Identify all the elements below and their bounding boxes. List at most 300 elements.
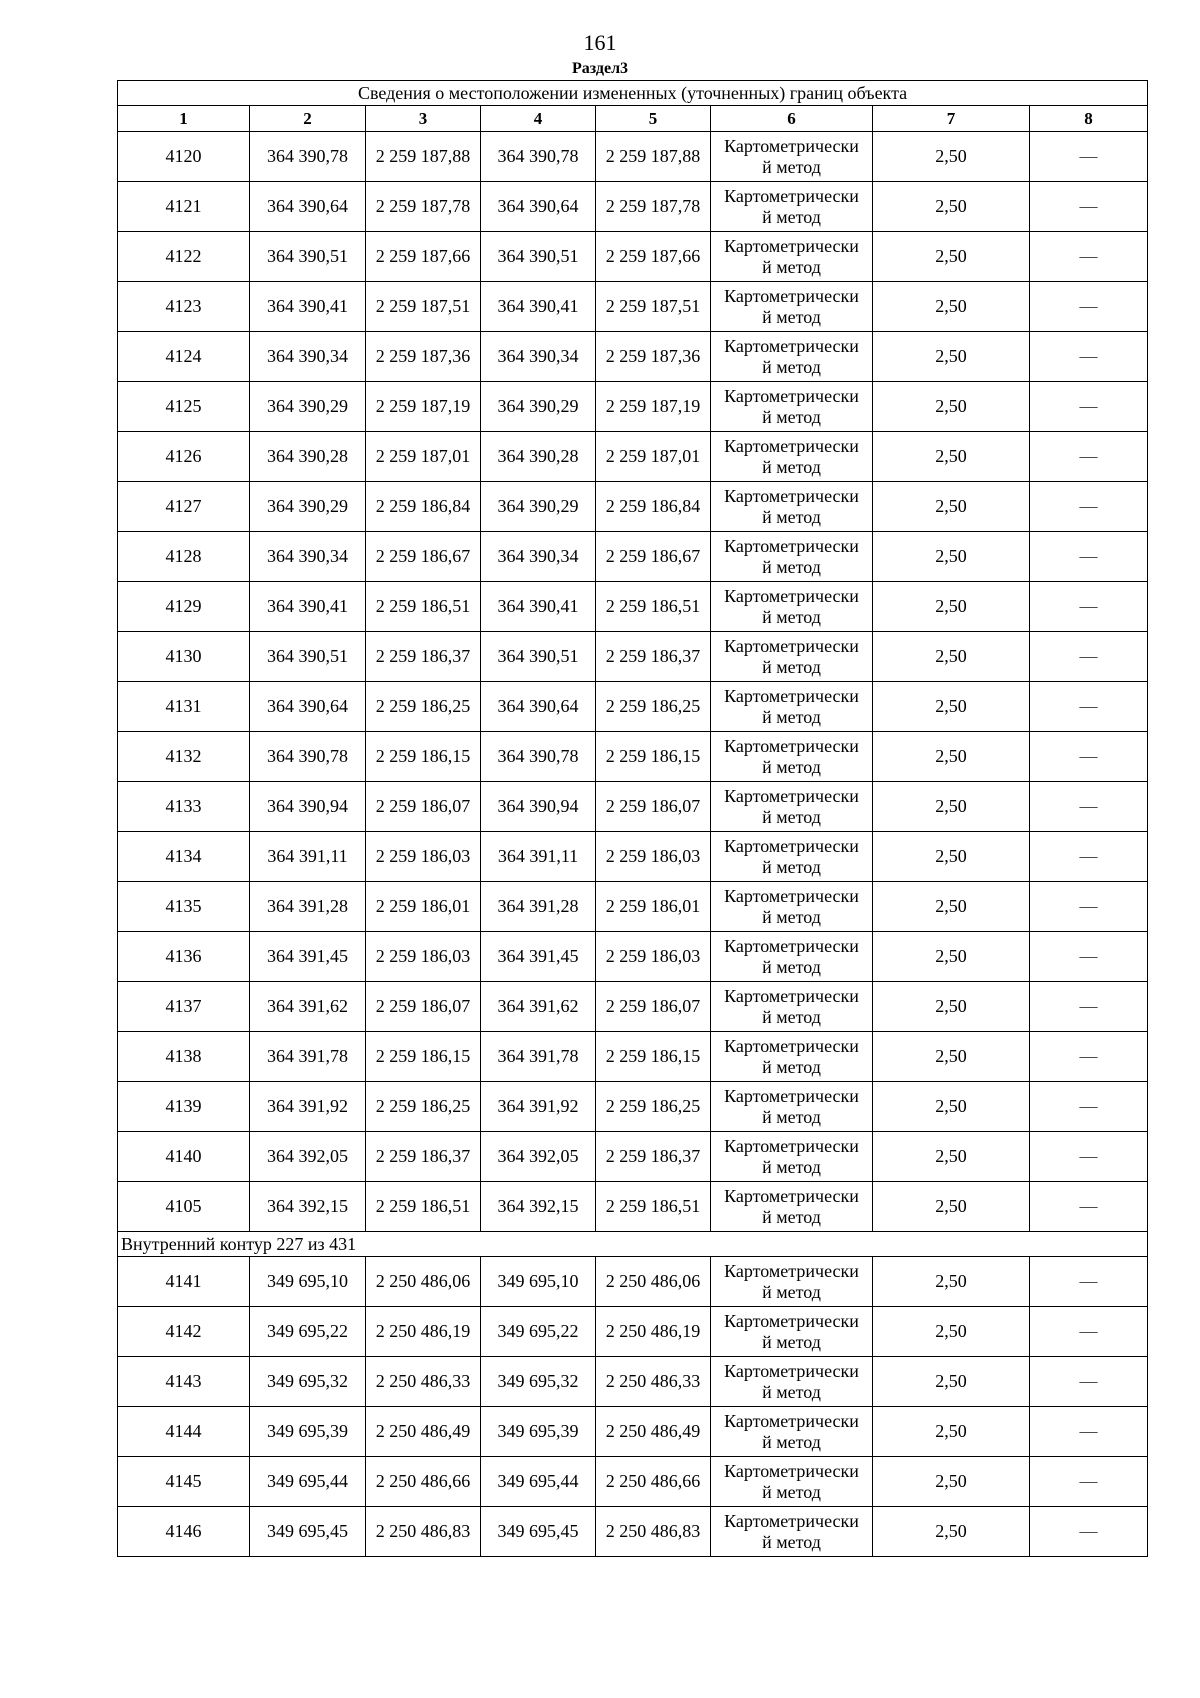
method-cell [711,132,873,182]
table-row [118,882,1148,932]
x-coordinate-cell: 364 390,34 [481,332,596,382]
description-cell: — [1030,182,1148,232]
accuracy-cell: 2,50 [873,832,1030,882]
x-coordinate-cell: 364 391,92 [481,1082,596,1132]
accuracy-cell: 2,50 [873,1032,1030,1082]
x-coordinate-cell: 364 390,78 [481,732,596,782]
x-coordinate-cell: 364 390,78 [481,132,596,182]
y-coordinate-cell: 2 259 186,51 [596,1182,711,1232]
description-cell: — [1030,232,1148,282]
table-row [118,1132,1148,1182]
method-line-1: Картометрически [724,135,859,156]
method-cell [711,1357,873,1407]
y-coordinate-cell: 2 259 186,37 [596,632,711,682]
method-line-2: й метод [762,1206,821,1227]
method-line-1: Картометрически [724,435,859,456]
method-line-1: Картометрически [724,1310,859,1331]
x-coordinate-cell: 364 390,34 [481,532,596,582]
method-line-1: Картометрически [724,1360,859,1381]
x-coordinate-cell: 364 391,62 [250,982,366,1032]
method-line-1: Картометрически [724,635,859,656]
point-number-cell: 4124 [118,332,250,382]
description-cell: — [1030,832,1148,882]
column-number: 8 [1030,106,1148,132]
method-line-2: й метод [762,406,821,427]
x-coordinate-cell: 364 391,11 [481,832,596,882]
method-line-2: й метод [762,656,821,677]
method-line-2: й метод [762,906,821,927]
method-line-1: Картометрически [724,235,859,256]
accuracy-cell: 2,50 [873,382,1030,432]
method-cell [711,1257,873,1307]
method-cell [711,632,873,682]
y-coordinate-cell: 2 259 187,66 [596,232,711,282]
table-row [118,482,1148,532]
method-line-1: Картометрически [724,785,859,806]
y-coordinate-cell: 2 259 186,07 [366,982,481,1032]
y-coordinate-cell: 2 259 187,19 [366,382,481,432]
method-line-2: й метод [762,1431,821,1452]
accuracy-cell: 2,50 [873,582,1030,632]
method-line-2: й метод [762,1381,821,1402]
method-cell [711,1407,873,1457]
x-coordinate-cell: 364 392,15 [250,1182,366,1232]
x-coordinate-cell: 364 390,78 [250,732,366,782]
y-coordinate-cell: 2 259 187,78 [596,182,711,232]
y-coordinate-cell: 2 259 186,07 [596,982,711,1032]
method-line-2: й метод [762,1531,821,1552]
y-coordinate-cell: 2 259 186,01 [596,882,711,932]
table-row [118,432,1148,482]
description-cell: — [1030,282,1148,332]
accuracy-cell: 2,50 [873,482,1030,532]
table-row [118,1407,1148,1457]
column-number-row [118,106,1148,132]
method-cell [711,1507,873,1557]
x-coordinate-cell: 364 391,11 [250,832,366,882]
method-line-1: Картометрически [724,585,859,606]
y-coordinate-cell: 2 259 186,51 [596,582,711,632]
y-coordinate-cell: 2 250 486,49 [596,1407,711,1457]
table-row [118,182,1148,232]
method-line-2: й метод [762,1056,821,1077]
description-cell: — [1030,1032,1148,1082]
y-coordinate-cell: 2 250 486,19 [366,1307,481,1357]
table-row [118,1082,1148,1132]
y-coordinate-cell: 2 259 186,67 [596,532,711,582]
method-line-2: й метод [762,756,821,777]
point-number-cell: 4133 [118,782,250,832]
accuracy-cell: 2,50 [873,932,1030,982]
description-cell: — [1030,532,1148,582]
y-coordinate-cell: 2 259 187,51 [596,282,711,332]
point-number-cell: 4128 [118,532,250,582]
y-coordinate-cell: 2 259 186,25 [366,1082,481,1132]
table-row [118,232,1148,282]
x-coordinate-cell: 364 390,64 [481,182,596,232]
x-coordinate-cell: 349 695,32 [250,1357,366,1407]
column-number: 2 [250,106,366,132]
method-line-2: й метод [762,306,821,327]
point-number-cell: 4105 [118,1182,250,1232]
x-coordinate-cell: 349 695,10 [481,1257,596,1307]
accuracy-cell: 2,50 [873,282,1030,332]
description-cell: — [1030,632,1148,682]
method-line-2: й метод [762,506,821,527]
method-line-1: Картометрически [724,185,859,206]
accuracy-cell: 2,50 [873,532,1030,582]
y-coordinate-cell: 2 259 186,84 [366,482,481,532]
y-coordinate-cell: 2 259 186,15 [596,1032,711,1082]
accuracy-cell: 2,50 [873,1507,1030,1557]
section-label: Раздел3 [571,60,629,77]
method-line-2: й метод [762,1006,821,1027]
method-cell [711,282,873,332]
description-cell: — [1030,1132,1148,1182]
y-coordinate-cell: 2 259 187,88 [596,132,711,182]
x-coordinate-cell: 364 391,78 [250,1032,366,1082]
description-cell: — [1030,682,1148,732]
method-line-2: й метод [762,1156,821,1177]
x-coordinate-cell: 364 390,29 [250,382,366,432]
y-coordinate-cell: 2 259 186,03 [366,832,481,882]
method-line-1: Картометрически [724,1135,859,1156]
y-coordinate-cell: 2 259 186,51 [366,1182,481,1232]
point-number-cell: 4146 [118,1507,250,1557]
method-cell [711,582,873,632]
table-row [118,1457,1148,1507]
column-number: 7 [873,106,1030,132]
method-cell [711,682,873,732]
y-coordinate-cell: 2 259 186,03 [366,932,481,982]
x-coordinate-cell: 364 390,41 [250,582,366,632]
point-number-cell: 4142 [118,1307,250,1357]
x-coordinate-cell: 364 390,41 [250,282,366,332]
accuracy-cell: 2,50 [873,132,1030,182]
y-coordinate-cell: 2 259 187,66 [366,232,481,282]
accuracy-cell: 2,50 [873,882,1030,932]
point-number-cell: 4125 [118,382,250,432]
column-number: 3 [366,106,481,132]
method-line-1: Картометрически [724,1085,859,1106]
method-line-1: Картометрически [724,1510,859,1531]
description-cell: — [1030,132,1148,182]
method-line-1: Картометрически [724,885,859,906]
table-body [118,132,1148,1557]
method-line-2: й метод [762,356,821,377]
table-row [118,582,1148,632]
x-coordinate-cell: 364 390,28 [250,432,366,482]
method-line-1: Картометрически [724,935,859,956]
table-row [118,782,1148,832]
table-row [118,1357,1148,1407]
method-line-2: й метод [762,1481,821,1502]
y-coordinate-cell: 2 250 486,33 [366,1357,481,1407]
method-line-2: й метод [762,606,821,627]
accuracy-cell: 2,50 [873,732,1030,782]
accuracy-cell: 2,50 [873,1307,1030,1357]
method-line-2: й метод [762,1331,821,1352]
description-cell: — [1030,1457,1148,1507]
y-coordinate-cell: 2 259 186,25 [366,682,481,732]
accuracy-cell: 2,50 [873,1457,1030,1507]
method-line-1: Картометрически [724,385,859,406]
y-coordinate-cell: 2 250 486,66 [366,1457,481,1507]
y-coordinate-cell: 2 259 186,15 [366,732,481,782]
y-coordinate-cell: 2 259 186,15 [596,732,711,782]
y-coordinate-cell: 2 259 186,67 [366,532,481,582]
table-row [118,132,1148,182]
point-number-cell: 4132 [118,732,250,782]
boundary-table [117,80,1148,1557]
method-line-2: й метод [762,706,821,727]
accuracy-cell: 2,50 [873,1132,1030,1182]
x-coordinate-cell: 364 390,64 [250,682,366,732]
x-coordinate-cell: 349 695,10 [250,1257,366,1307]
accuracy-cell: 2,50 [873,1257,1030,1307]
point-number-cell: 4129 [118,582,250,632]
method-cell [711,1032,873,1082]
y-coordinate-cell: 2 250 486,66 [596,1457,711,1507]
y-coordinate-cell: 2 259 187,78 [366,182,481,232]
description-cell: — [1030,382,1148,432]
method-cell [711,1132,873,1182]
table-row [118,632,1148,682]
y-coordinate-cell: 2 250 486,49 [366,1407,481,1457]
x-coordinate-cell: 364 391,45 [250,932,366,982]
method-cell [711,1182,873,1232]
y-coordinate-cell: 2 259 186,03 [596,832,711,882]
method-cell [711,382,873,432]
y-coordinate-cell: 2 250 486,06 [366,1257,481,1307]
method-line-2: й метод [762,806,821,827]
method-cell [711,882,873,932]
x-coordinate-cell: 364 390,51 [250,632,366,682]
point-number-cell: 4144 [118,1407,250,1457]
point-number-cell: 4120 [118,132,250,182]
column-number: 1 [118,106,250,132]
y-coordinate-cell: 2 259 186,37 [366,632,481,682]
description-cell: — [1030,882,1148,932]
method-cell [711,932,873,982]
y-coordinate-cell: 2 259 187,01 [366,432,481,482]
accuracy-cell: 2,50 [873,1407,1030,1457]
method-line-1: Картометрически [724,985,859,1006]
x-coordinate-cell: 364 390,51 [481,632,596,682]
page-number: 161 [583,30,617,55]
method-cell [711,1307,873,1357]
x-coordinate-cell: 364 391,78 [481,1032,596,1082]
method-cell [711,482,873,532]
x-coordinate-cell: 364 390,29 [481,382,596,432]
method-line-2: й метод [762,556,821,577]
method-cell [711,832,873,882]
method-line-1: Картометрически [724,335,859,356]
description-cell: — [1030,782,1148,832]
method-line-1: Картометрически [724,285,859,306]
y-coordinate-cell: 2 259 186,01 [366,882,481,932]
point-number-cell: 4134 [118,832,250,882]
table-row [118,382,1148,432]
description-cell: — [1030,1357,1148,1407]
x-coordinate-cell: 364 392,05 [481,1132,596,1182]
x-coordinate-cell: 364 391,28 [481,882,596,932]
table-row [118,1307,1148,1357]
method-cell [711,532,873,582]
method-line-1: Картометрически [724,485,859,506]
y-coordinate-cell: 2 250 486,83 [596,1507,711,1557]
method-cell [711,1457,873,1507]
x-coordinate-cell: 364 391,92 [250,1082,366,1132]
point-number-cell: 4145 [118,1457,250,1507]
method-line-1: Картометрически [724,735,859,756]
method-line-1: Картометрически [724,1185,859,1206]
x-coordinate-cell: 364 390,34 [250,532,366,582]
x-coordinate-cell: 364 390,29 [250,482,366,532]
y-coordinate-cell: 2 259 186,25 [596,682,711,732]
method-line-2: й метод [762,956,821,977]
accuracy-cell: 2,50 [873,782,1030,832]
table-row [118,732,1148,782]
point-number-cell: 4130 [118,632,250,682]
x-coordinate-cell: 364 392,05 [250,1132,366,1182]
y-coordinate-cell: 2 250 486,33 [596,1357,711,1407]
column-number: 6 [711,106,873,132]
accuracy-cell: 2,50 [873,182,1030,232]
y-coordinate-cell: 2 250 486,83 [366,1507,481,1557]
x-coordinate-cell: 349 695,39 [250,1407,366,1457]
method-cell [711,732,873,782]
method-cell [711,182,873,232]
point-number-cell: 4140 [118,1132,250,1182]
point-number-cell: 4136 [118,932,250,982]
x-coordinate-cell: 349 695,45 [481,1507,596,1557]
table-row [118,1257,1148,1307]
point-number-cell: 4141 [118,1257,250,1307]
method-line-1: Картометрически [724,1460,859,1481]
method-line-2: й метод [762,256,821,277]
x-coordinate-cell: 364 390,51 [250,232,366,282]
description-cell: — [1030,932,1148,982]
contour-label: Внутренний контур 227 из 431 [118,1232,1148,1257]
description-cell: — [1030,1507,1148,1557]
method-line-1: Картометрически [724,1260,859,1281]
point-number-cell: 4138 [118,1032,250,1082]
description-cell: — [1030,432,1148,482]
method-line-1: Картометрически [724,835,859,856]
y-coordinate-cell: 2 259 187,01 [596,432,711,482]
accuracy-cell: 2,50 [873,232,1030,282]
table-row [118,282,1148,332]
description-cell: — [1030,982,1148,1032]
accuracy-cell: 2,50 [873,1357,1030,1407]
y-coordinate-cell: 2 259 186,25 [596,1082,711,1132]
y-coordinate-cell: 2 259 187,19 [596,382,711,432]
point-number-cell: 4143 [118,1357,250,1407]
table-row [118,832,1148,882]
point-number-cell: 4137 [118,982,250,1032]
column-number: 5 [596,106,711,132]
accuracy-cell: 2,50 [873,982,1030,1032]
x-coordinate-cell: 364 391,28 [250,882,366,932]
x-coordinate-cell: 364 391,45 [481,932,596,982]
x-coordinate-cell: 364 390,78 [250,132,366,182]
point-number-cell: 4123 [118,282,250,332]
method-cell [711,432,873,482]
method-cell [711,232,873,282]
x-coordinate-cell: 364 391,62 [481,982,596,1032]
description-cell: — [1030,1307,1148,1357]
accuracy-cell: 2,50 [873,1182,1030,1232]
table-row [118,1507,1148,1557]
method-line-1: Картометрически [724,535,859,556]
method-cell [711,1082,873,1132]
y-coordinate-cell: 2 259 186,37 [366,1132,481,1182]
method-line-1: Картометрически [724,1035,859,1056]
x-coordinate-cell: 364 390,51 [481,232,596,282]
table-caption: Сведения о местоположении измененных (уточненных) границ объекта [118,81,1148,106]
y-coordinate-cell: 2 259 187,36 [366,332,481,382]
accuracy-cell: 2,50 [873,682,1030,732]
y-coordinate-cell: 2 259 186,07 [366,782,481,832]
point-number-cell: 4139 [118,1082,250,1132]
x-coordinate-cell: 349 695,44 [481,1457,596,1507]
x-coordinate-cell: 364 392,15 [481,1182,596,1232]
description-cell: — [1030,1182,1148,1232]
x-coordinate-cell: 349 695,22 [250,1307,366,1357]
description-cell: — [1030,1082,1148,1132]
description-cell: — [1030,732,1148,782]
method-cell [711,782,873,832]
x-coordinate-cell: 349 695,22 [481,1307,596,1357]
table-row [118,682,1148,732]
x-coordinate-cell: 364 390,64 [250,182,366,232]
accuracy-cell: 2,50 [873,632,1030,682]
table-row [118,1032,1148,1082]
y-coordinate-cell: 2 259 187,51 [366,282,481,332]
accuracy-cell: 2,50 [873,432,1030,482]
x-coordinate-cell: 364 390,41 [481,582,596,632]
y-coordinate-cell: 2 250 486,06 [596,1257,711,1307]
method-cell [711,982,873,1032]
x-coordinate-cell: 364 390,41 [481,282,596,332]
y-coordinate-cell: 2 259 186,15 [366,1032,481,1082]
x-coordinate-cell: 364 390,64 [481,682,596,732]
description-cell: — [1030,1257,1148,1307]
x-coordinate-cell: 349 695,32 [481,1357,596,1407]
y-coordinate-cell: 2 259 186,03 [596,932,711,982]
y-coordinate-cell: 2 259 187,36 [596,332,711,382]
method-line-2: й метод [762,206,821,227]
x-coordinate-cell: 349 695,45 [250,1507,366,1557]
table-row [118,1182,1148,1232]
description-cell: — [1030,482,1148,532]
method-line-1: Картометрически [724,1410,859,1431]
y-coordinate-cell: 2 259 187,88 [366,132,481,182]
point-number-cell: 4126 [118,432,250,482]
description-cell: — [1030,582,1148,632]
x-coordinate-cell: 349 695,44 [250,1457,366,1507]
description-cell: — [1030,1407,1148,1457]
contour-group-row [118,1232,1148,1257]
accuracy-cell: 2,50 [873,332,1030,382]
method-line-2: й метод [762,856,821,877]
accuracy-cell: 2,50 [873,1082,1030,1132]
table-row [118,982,1148,1032]
x-coordinate-cell: 364 390,94 [481,782,596,832]
point-number-cell: 4121 [118,182,250,232]
point-number-cell: 4131 [118,682,250,732]
